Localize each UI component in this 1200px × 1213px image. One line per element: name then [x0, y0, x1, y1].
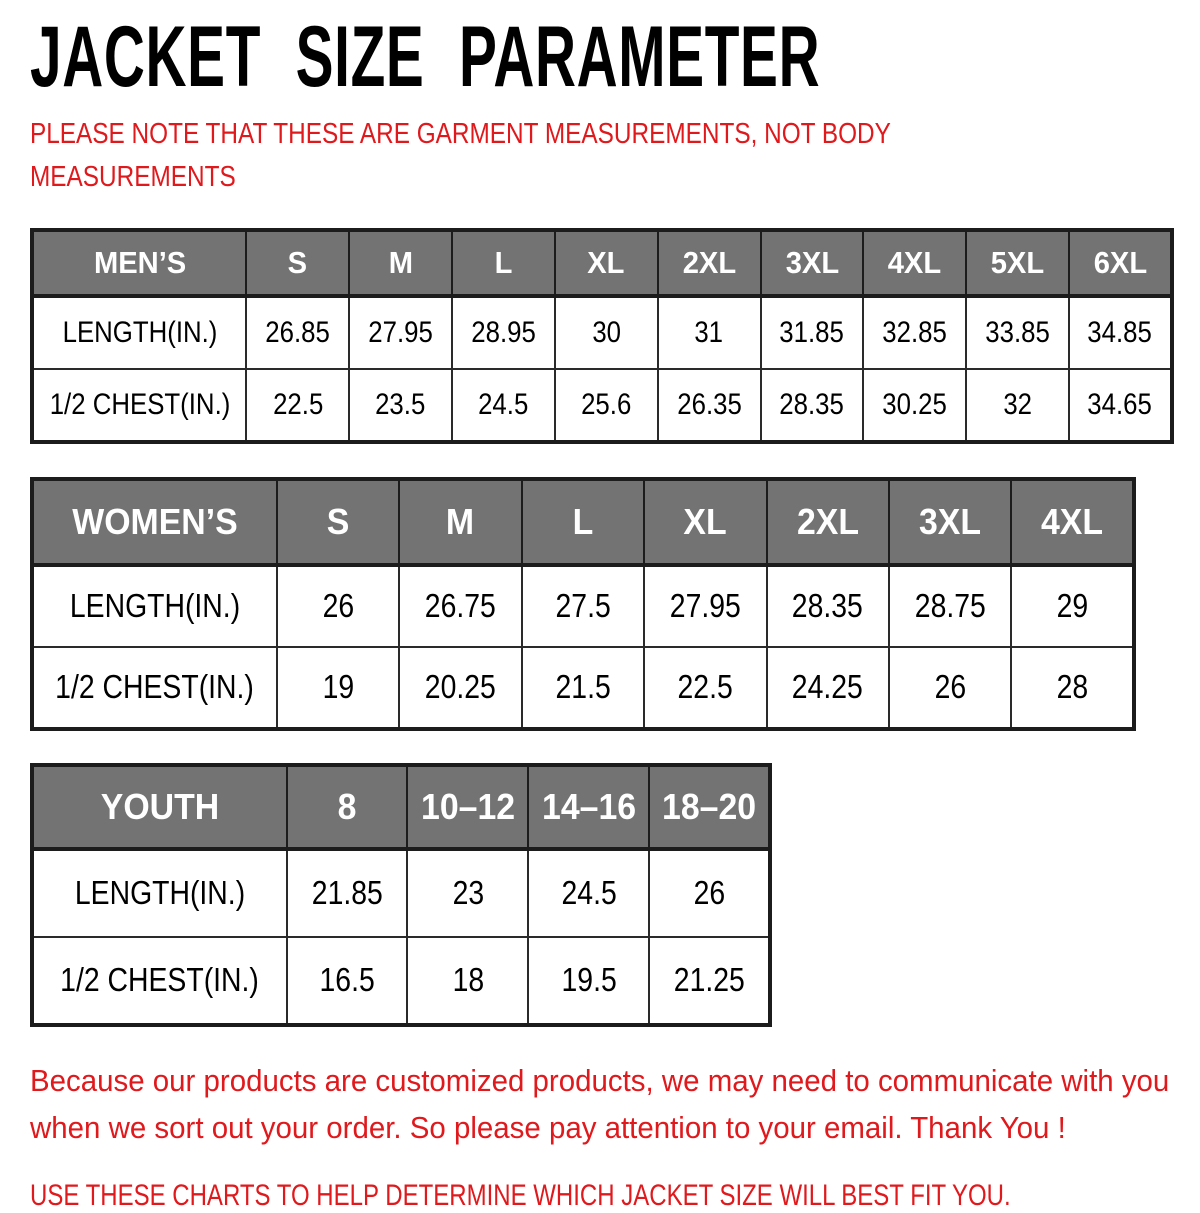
measurement-value-cell: [349, 369, 452, 442]
size-label-cell: [528, 765, 649, 849]
table-row: [32, 565, 1134, 647]
header-row: [32, 230, 1172, 296]
measurement-value-cell: [287, 937, 408, 1025]
note-line-text: MEASUREMENTS: [30, 161, 236, 194]
measurement-value-cell: [1011, 647, 1134, 729]
note-line: [30, 113, 1172, 157]
size-table-mens: [30, 228, 1174, 444]
size-table-womens: [30, 477, 1136, 731]
garment-measurement-note: [30, 113, 1172, 200]
measurement-value-text: 34.85: [1087, 315, 1153, 349]
measurement-label-text: 1/2 CHEST(IN.): [55, 668, 255, 706]
header-cell-text: 4XL: [1041, 500, 1104, 542]
header-cell-text: 2XL: [682, 244, 736, 280]
notice-line-text: Because our products are customized products, we may need to communicate with you: [30, 1062, 1170, 1098]
header-cell-text: 4XL: [888, 244, 942, 280]
measurement-value-text: 28.95: [471, 315, 536, 349]
size-label-cell: [399, 479, 521, 565]
measurement-value-text: 29: [1056, 587, 1089, 625]
measurement-value-cell: [452, 369, 555, 442]
measurement-value-cell: [407, 849, 528, 937]
measurement-label-text: LENGTH(IN.): [62, 315, 218, 349]
measurement-value-text: 19: [322, 668, 354, 706]
measurement-value-cell: [277, 647, 399, 729]
size-label-cell: [966, 230, 1069, 296]
header-cell-text: XL: [683, 500, 727, 542]
size-label-cell: [761, 230, 864, 296]
measurement-value-cell: [1069, 296, 1172, 369]
measurement-label-text: LENGTH(IN.): [69, 587, 240, 625]
header-cell-text: 14–16: [541, 785, 636, 827]
measurement-value-text: 16.5: [319, 961, 375, 999]
measurement-value-cell: [349, 296, 452, 369]
header-cell-text: 6XL: [1093, 244, 1147, 280]
measurement-value-text: 26: [322, 587, 354, 625]
measurement-value-cell: [277, 565, 399, 647]
chart-usage-note-text: USE THESE CHARTS TO HELP DETERMINE WHICH JACKET SIZE WILL BEST FIT YOU.: [30, 1178, 1011, 1212]
measurement-label-cell: [32, 296, 246, 369]
header-cell-text: 2XL: [796, 500, 859, 542]
measurement-value-cell: [287, 849, 408, 937]
measurement-value-cell: [761, 369, 864, 442]
measurement-value-text: 32.85: [882, 315, 948, 349]
measurement-value-cell: [658, 369, 761, 442]
measurement-value-text: 30: [591, 315, 621, 349]
measurement-value-text: 33.85: [985, 315, 1050, 349]
header-cell-text: L: [494, 244, 513, 280]
size-label-cell: [287, 765, 408, 849]
measurement-label-text: LENGTH(IN.): [74, 874, 245, 912]
measurement-value-text: 26: [934, 668, 967, 706]
measurement-value-cell: [889, 565, 1011, 647]
measurement-value-text: 22.5: [272, 387, 323, 421]
size-label-cell: [555, 230, 658, 296]
measurement-value-text: 23.5: [375, 387, 426, 421]
size-label-cell: [863, 230, 966, 296]
group-label-cell: [32, 765, 287, 849]
measurement-value-text: 26: [693, 874, 725, 912]
size-label-cell: [349, 230, 452, 296]
measurement-value-cell: [889, 647, 1011, 729]
note-line-text: PLEASE NOTE THAT THESE ARE GARMENT MEASUREMENTS, NOT BODY: [30, 117, 891, 150]
header-cell-text: 3XL: [785, 244, 839, 280]
size-label-cell: [1011, 479, 1134, 565]
measurement-value-text: 24.5: [478, 387, 529, 421]
measurement-value-text: 31: [694, 315, 724, 349]
size-label-cell: [277, 479, 399, 565]
measurement-value-text: 28.35: [792, 587, 864, 625]
group-label-cell: [32, 230, 246, 296]
measurement-value-text: 26.35: [676, 387, 742, 421]
header-cell-text: 8: [337, 785, 357, 827]
size-table-youth: [30, 763, 772, 1027]
table-row: [32, 647, 1134, 729]
header-cell-text: WOMEN’S: [72, 500, 238, 542]
measurement-value-text: 34.65: [1087, 387, 1153, 421]
measurement-value-text: 27.5: [555, 587, 611, 625]
measurement-value-cell: [761, 296, 864, 369]
measurement-value-cell: [399, 565, 521, 647]
measurement-value-text: 24.25: [792, 668, 864, 706]
notice-line: [30, 1104, 1172, 1151]
measurement-label-text: 1/2 CHEST(IN.): [60, 961, 260, 999]
table-row: [32, 937, 770, 1025]
measurement-value-text: 32: [1003, 387, 1032, 421]
size-label-cell: [889, 479, 1011, 565]
header-cell-text: XL: [587, 244, 625, 280]
measurement-value-text: 20.25: [424, 668, 496, 706]
header-cell-text: 5XL: [990, 244, 1045, 280]
header-cell-text: YOUTH: [100, 785, 220, 827]
measurement-value-cell: [528, 849, 649, 937]
measurement-value-text: 21.25: [673, 961, 745, 999]
measurement-value-cell: [644, 647, 766, 729]
measurement-value-cell: [767, 647, 889, 729]
measurement-value-cell: [522, 565, 644, 647]
measurement-value-cell: [555, 369, 658, 442]
measurement-value-text: 21.5: [555, 668, 611, 706]
table-row: [32, 849, 770, 937]
measurement-label-text: 1/2 CHEST(IN.): [49, 387, 230, 421]
measurement-value-text: 28.35: [779, 387, 845, 421]
measurement-value-text: 18: [452, 961, 484, 999]
notice-line: [30, 1057, 1172, 1104]
measurement-value-cell: [399, 647, 521, 729]
measurement-label-cell: [32, 849, 287, 937]
measurement-value-text: 23: [452, 874, 484, 912]
size-label-cell: [407, 765, 528, 849]
header-row: [32, 765, 770, 849]
measurement-value-cell: [1011, 565, 1134, 647]
size-label-cell: [452, 230, 555, 296]
measurement-value-text: 26.85: [265, 315, 331, 349]
measurement-value-cell: [658, 296, 761, 369]
measurement-value-cell: [966, 296, 1069, 369]
size-label-cell: [649, 765, 770, 849]
measurement-value-cell: [863, 296, 966, 369]
note-line: [30, 156, 1172, 200]
measurement-value-text: 27.95: [669, 587, 741, 625]
header-cell-text: MEN’S: [93, 244, 186, 280]
page-title-text: JACKET SIZE PARAMETER: [30, 9, 821, 105]
measurement-value-cell: [767, 565, 889, 647]
measurement-value-cell: [1069, 369, 1172, 442]
header-cell-text: L: [572, 500, 594, 542]
customization-notice: [30, 1057, 1172, 1151]
measurement-value-text: 28.75: [914, 587, 986, 625]
measurement-label-cell: [32, 647, 277, 729]
measurement-value-cell: [966, 369, 1069, 442]
header-cell-text: M: [388, 244, 413, 280]
size-label-cell: [522, 479, 644, 565]
measurement-value-text: 27.95: [368, 315, 433, 349]
size-label-cell: [1069, 230, 1172, 296]
measurement-value-text: 21.85: [311, 874, 383, 912]
measurement-value-cell: [863, 369, 966, 442]
measurement-label-cell: [32, 565, 277, 647]
header-cell-text: M: [446, 500, 475, 542]
header-cell-text: 10–12: [420, 785, 515, 827]
size-label-cell: [644, 479, 766, 565]
measurement-value-text: 22.5: [677, 668, 733, 706]
header-cell-text: S: [288, 244, 308, 280]
table-row: [32, 296, 1172, 369]
header-cell-text: 18–20: [662, 785, 757, 827]
measurement-value-cell: [522, 647, 644, 729]
size-label-cell: [767, 479, 889, 565]
measurement-value-cell: [649, 937, 770, 1025]
measurement-value-cell: [452, 296, 555, 369]
measurement-value-text: 30.25: [882, 387, 948, 421]
measurement-value-cell: [246, 369, 349, 442]
measurement-value-cell: [644, 565, 766, 647]
size-label-cell: [246, 230, 349, 296]
size-label-cell: [658, 230, 761, 296]
header-cell-text: S: [326, 500, 350, 542]
measurement-value-cell: [649, 849, 770, 937]
chart-usage-note: [30, 1179, 1172, 1213]
measurement-label-cell: [32, 369, 246, 442]
table-row: [32, 369, 1172, 442]
header-cell-text: 3XL: [919, 500, 982, 542]
measurement-value-cell: [528, 937, 649, 1025]
measurement-value-cell: [555, 296, 658, 369]
page-title: [30, 9, 1172, 105]
measurement-value-cell: [246, 296, 349, 369]
group-label-cell: [32, 479, 277, 565]
measurement-value-text: 25.6: [581, 387, 632, 421]
measurement-value-text: 19.5: [561, 961, 617, 999]
notice-line-text: when we sort out your order. So please pay attention to your email. Thank You !: [30, 1109, 1066, 1145]
measurement-value-text: 28: [1056, 668, 1089, 706]
measurement-label-cell: [32, 937, 287, 1025]
measurement-value-cell: [407, 937, 528, 1025]
measurement-value-text: 24.5: [561, 874, 617, 912]
measurement-value-text: 31.85: [779, 315, 845, 349]
measurement-value-text: 26.75: [424, 587, 496, 625]
header-row: [32, 479, 1134, 565]
